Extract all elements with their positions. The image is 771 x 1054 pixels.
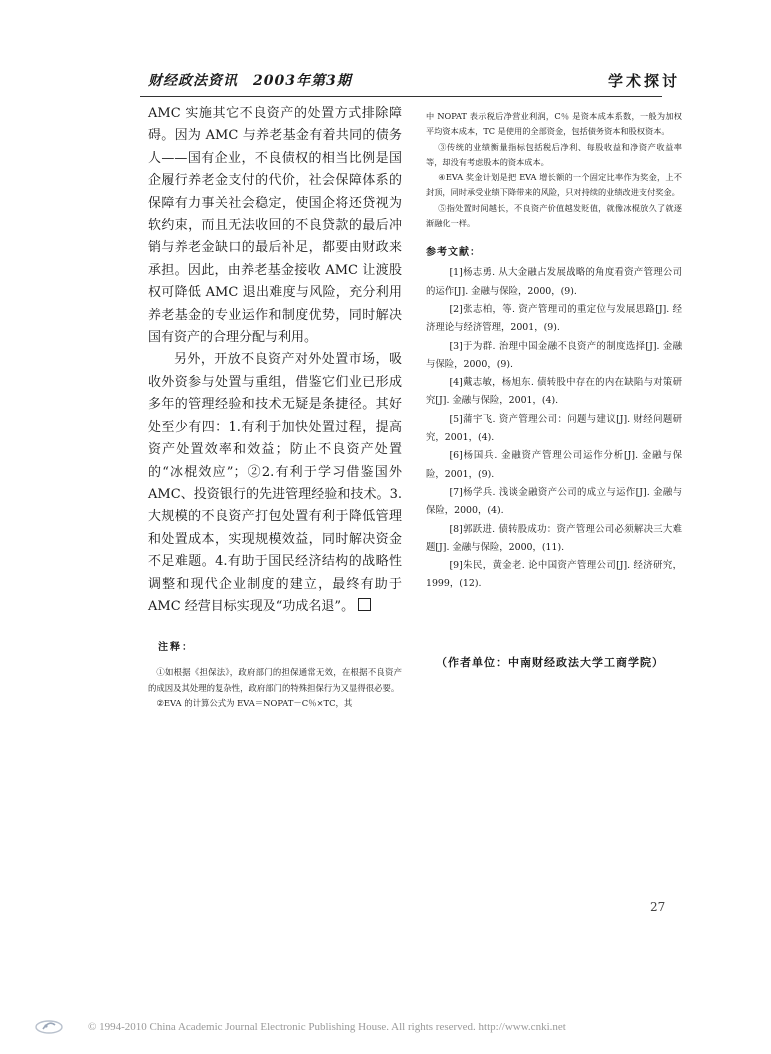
notes-title: 注释： <box>158 642 194 654</box>
body-paragraph: AMC 实施其它不良资产的处置方式排除障碍。因为 AMC 与养老基金有着共同的债务人——国有企业，不良债权的相当比例是国企履行养老金支付的代价，社会保障体系的保障有力事关社会稳定，使国企将还贷视为软约束，而且无法收回的不良贷款的最后冲销与养老金缺口的最后补足，都要由财政来承担。因此，由养老基金接收 AMC 让渡股权可降低 AMC 退出难度与风险，充分利用养老基金的专业运作和制度优势，同时解决国有资产的合理分配与利用。 <box>148 106 402 346</box>
header-rule <box>140 96 662 97</box>
running-header-section: 学术探讨 <box>608 72 681 90</box>
running-header-journal: 财经政法资讯 2003年第3期 <box>148 73 352 89</box>
footnote-continued: 中 NOPAT 表示税后净营业利润，C％ 是资本成本系数，一般为加权平均资本成本，TC 是使用的全部资金，包括债务资本和股权资本。 <box>426 111 682 137</box>
reference-item: [7]杨学兵. 浅谈金融资产公司的成立与运作[J]. 金融与保险，2000，(4). <box>426 486 682 517</box>
references-title: 参考文献： <box>426 247 481 259</box>
body-paragraph <box>148 349 402 618</box>
author-affiliation: （作者单位：中南财经政法大学工商学院） <box>436 656 664 669</box>
copyright-footer: © 1994-2010 China Academic Journal Electronic Publishing House. All rights reserved. http://www.cnki.net <box>88 1021 566 1033</box>
cnki-logo-icon <box>34 1018 64 1035</box>
reference-item: [9]朱民，黄金老. 论中国资产管理公司[J]. 经济研究，1999，(12). <box>426 560 682 590</box>
footnote: ④EVA 奖金计划是把 EVA 增长额的一个固定比率作为奖金，上不封顶，同时承受业绩下降带来的风险，只对持续的业绩改进支付奖金。 <box>426 172 682 198</box>
end-mark-icon <box>358 598 371 611</box>
footnote: ⑤指处置时间越长，不良资产价值越发贬值，就像冰棍放久了就逐渐融化一样。 <box>426 202 682 229</box>
reference-item: [6]杨国兵. 金融资产管理公司运作分析[J]. 金融与保险，2001，(9). <box>426 450 682 480</box>
reference-item: [3]于为群. 治理中国金融不良资产的制度选择[J]. 金融与保险，2000，(9). <box>426 340 682 370</box>
footnote: ③传统的业绩衡量指标包括税后净利、每股收益和净资产收益率等，却没有考虑股本的资本成本。 <box>426 141 682 167</box>
body-paragraph-text: 另外，开放不良资产对外处置市场，吸收外资参与处置与重组，借鉴它们业已形成多年的管理经验和技术无疑是条捷径。其好处至少有四：1.有利于加快处置过程，提高资产处置效率和效益；防止不良资产处置的“冰棍效应”；②2.有利于学习借鉴国外 AMC、投资银行的先进管理经验和技术。3.大规模的不良资产打包处置有利于降低管理和处置成本，实现规模效益，同时解决资金不足难题。4.有助于国民经济结构的战略性调整和现代企业制度的建立，最终有助于 AMC 经营目标实现及“功成名退”。 <box>148 352 402 614</box>
left-column <box>148 103 402 712</box>
reference-item: [4]戴志敏，杨旭东. 债转股中存在的内在缺陷与对策研究[J]. 金融与保险，2001，(4). <box>426 377 682 407</box>
reference-item: [2]张志柏，等. 资产管理司的重定位与发展思路[J]. 经济理论与经济管理，2001，(9). <box>426 303 682 334</box>
reference-item: [8]郭跃进. 债转股成功：资产管理公司必须解决三大难题[J]. 金融与保险，2000，(11). <box>426 523 682 553</box>
right-column <box>426 109 682 594</box>
footnote: ②EVA 的计算公式为 EVA＝NOPAT－C％×TC，其 <box>156 698 353 709</box>
reference-item: [1]杨志勇. 从大金融占发展战略的角度看资产管理公司的运作[J]. 金融与保险，2000，(9). <box>426 267 682 297</box>
reference-item: [5]蒲宇飞. 资产管理公司：问题与建议[J]. 财经问题研究，2001，(4). <box>426 413 682 444</box>
footnote: ①如根据《担保法》，政府部门的担保通常无效，在根据不良资产的成因及其处理的复杂性，政府部门的特殊担保行为又显得很必要。 <box>148 667 402 693</box>
page-number: 27 <box>650 900 666 914</box>
